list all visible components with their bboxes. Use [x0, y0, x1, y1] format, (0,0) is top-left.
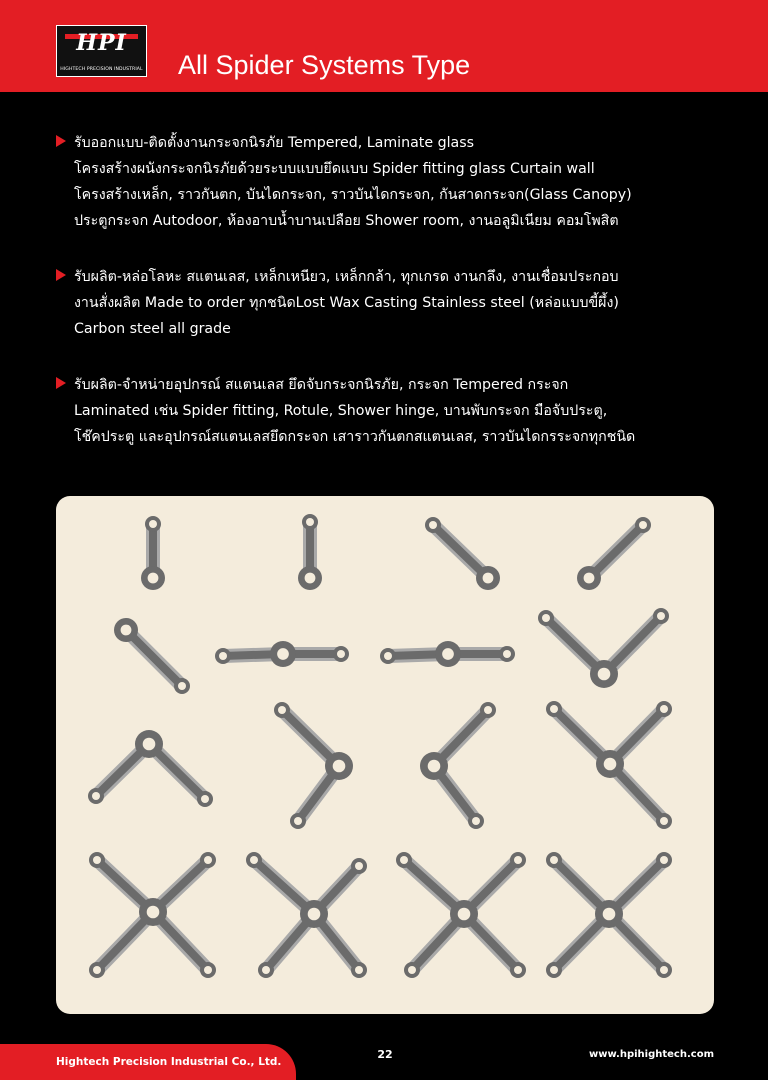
spider-fittings-panel: [56, 496, 714, 1014]
page-title: All Spider Systems Type: [178, 50, 471, 80]
bullet-arrow-icon: [56, 135, 66, 147]
fitting-v-two-arm: [274, 702, 353, 829]
paragraph-line: รับออกแบบ-ติดตั้งงานกระจกนิรภัย Tempered, Laminate glass: [74, 135, 475, 151]
fitting-single-arm: [425, 517, 500, 590]
paragraph-distribution: [56, 372, 736, 450]
fitting-single-arm: [298, 514, 322, 590]
fitting-single-arm: [114, 618, 190, 694]
paragraph-line: รับผลิต-หล่อโลหะ สแตนเลส, เหล็กเหนียว, เหล็กกล้า, ทุกเกรด งานกลึง, งานเชื่อมประกอบ: [74, 269, 619, 285]
fitting-v-two-arm: [88, 730, 213, 807]
paragraph-line: งานสั่งผลิต Made to order ทุกชนิดLost Wax Casting Stainless steel (หล่อแบบขี้ผึ้ง): [74, 295, 619, 311]
paragraph-casting: [56, 264, 736, 342]
paragraph-line: Carbon steel all grade: [74, 321, 231, 337]
fitting-four-arm: [89, 852, 216, 978]
paragraph-line: โช๊คประตู และอุปกรณ์สแตนเลสยึดกระจก เสาราวกันตกสแตนเลส, ราวบันไดกรระจกทุกชนิด: [74, 429, 636, 445]
fitting-four-arm: [246, 852, 367, 978]
footer-website: www.hpihightech.com: [588, 1049, 714, 1060]
paragraph-line: โครงสร้างเหล็ก, ราวกันตก, บันไดกระจก, ราวบันไดกระจก, กันสาดกระจก(Glass Canopy): [74, 187, 632, 203]
logo-mark: HPI: [76, 30, 127, 56]
fitting-v-two-arm: [420, 702, 496, 829]
paragraph-line: โครงสร้างผนังกระจกนิรภัยด้วยระบบแบบยึดแบบ Spider fitting glass Curtain wall: [74, 161, 595, 177]
fitting-four-arm: [396, 852, 526, 978]
content-text: [56, 130, 736, 480]
fitting-straight-two-arm: [380, 641, 515, 667]
hpi-logo: [56, 25, 147, 77]
header-bar: [0, 0, 768, 92]
logo-subtext: HIGHTECH PRECISION INDUSTRIAL: [60, 67, 143, 72]
spider-fittings-illustration: [56, 496, 714, 1014]
fitting-straight-two-arm: [215, 641, 349, 667]
fitting-three-arm: [546, 701, 672, 829]
paragraph-line: ประตูกระจก Autodoor, ห้องอาบน้ำบานเปลือย Shower room, งานอลูมิเนียม คอมโพสิต: [74, 213, 619, 229]
fitting-single-arm: [141, 516, 165, 590]
fitting-v-two-arm: [538, 608, 669, 688]
bullet-arrow-icon: [56, 269, 66, 281]
fitting-four-arm: [546, 852, 672, 978]
paragraph-line: Laminated เช่น Spider fitting, Rotule, Shower hinge, บานพับกระจก มือจับประตู,: [74, 403, 608, 419]
paragraph-line: รับผลิต-จำหน่ายอุปกรณ์ สแตนเลส ยึดจับกระจกนิรภัย, กระจก Tempered กระจก: [74, 377, 569, 393]
page-number: 22: [377, 1048, 393, 1061]
fitting-single-arm: [577, 517, 651, 590]
footer-company: Hightech Precision Industrial Co., Ltd.: [56, 1056, 282, 1068]
paragraph-design-install: [56, 130, 736, 234]
bullet-arrow-icon: [56, 377, 66, 389]
